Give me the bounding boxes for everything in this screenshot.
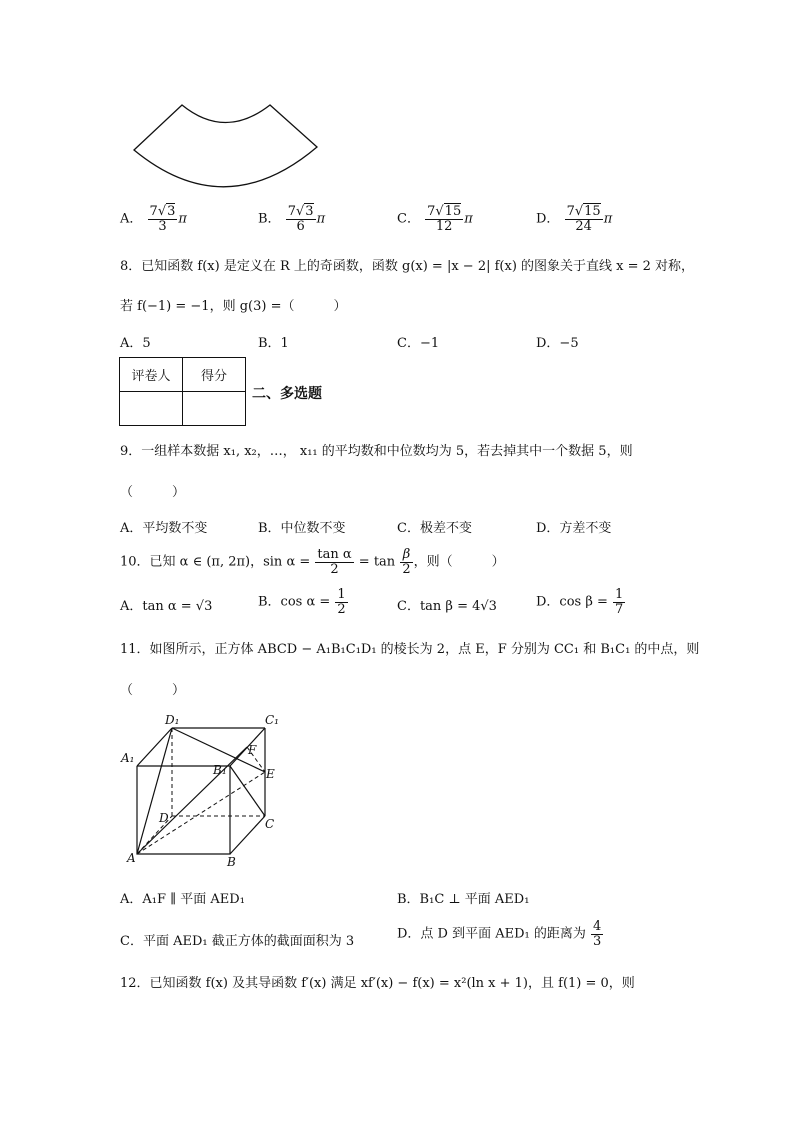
cube-figure	[115, 710, 295, 870]
q10-option-a[interactable]: A．tan α = √3	[120, 599, 213, 614]
q7-option-c[interactable]: C． $\frac{7√15}{12}$ π	[397, 204, 473, 234]
label-f: F	[248, 743, 257, 757]
q9-option-b[interactable]: B．中位数不变	[258, 521, 346, 536]
q8-option-b[interactable]: B．1	[258, 336, 289, 351]
q8-option-c[interactable]: C．−1	[397, 336, 440, 351]
q9-option-a[interactable]: A．平均数不变	[120, 521, 208, 536]
score-cell[interactable]	[183, 392, 246, 426]
q11-option-d[interactable]: D．点 D 到平面 AED₁ 的距离为 $\frac{4}{3}$	[397, 919, 602, 949]
q9-stem-line2: （ ）	[120, 485, 186, 500]
score-header: 得分	[183, 358, 246, 392]
q8-stem-line1: 8．已知函数 f(x) 是定义在 R 上的奇函数，函数 g(x) = |x − 2| f(x) 的图象关于直线 x = 2 对称，	[120, 259, 695, 274]
label-c: C	[265, 817, 275, 831]
q8-option-d[interactable]: D．−5	[536, 336, 579, 351]
q8-stem-line2: 若 f(−1) = −1，则 g(3) =（ ）	[120, 299, 347, 314]
label-a: A	[127, 851, 136, 865]
reviewer-header: 评卷人	[120, 358, 183, 392]
q8-option-a[interactable]: A．5	[120, 336, 151, 351]
section-heading-multiple-choice: 二、多选题	[252, 386, 322, 402]
q11-option-b[interactable]: B．B₁C ⊥ 平面 AED₁	[397, 892, 530, 907]
q11-stem-line2: （ ）	[120, 683, 186, 698]
score-table	[119, 357, 246, 426]
label-d: D	[159, 811, 169, 825]
label-d1: D₁	[165, 713, 180, 727]
label-b1: B₁	[213, 763, 227, 777]
q10-option-c[interactable]: C．tan β = 4√3	[397, 599, 497, 614]
q10-stem: 10．已知 α ∈ (π, 2π)，sin α = $\frac{\text{tan α}}{2}$ = tan $\frac{\beta}{2}$ ，则（ ）	[120, 547, 505, 577]
label-e: E	[266, 767, 275, 781]
label-c1: C₁	[265, 713, 279, 727]
q9-option-c[interactable]: C．极差不变	[397, 521, 472, 536]
q9-stem-line1: 9．一组样本数据 x₁, x₂，…， x₁₁ 的平均数和中位数均为 5，若去掉其中一个数据 5，则	[120, 444, 633, 459]
q11-option-a[interactable]: A．A₁F ∥ 平面 AED₁	[120, 892, 245, 907]
q11-stem-line1: 11．如图所示，正方体 ABCD − A₁B₁C₁D₁ 的棱长为 2，点 E，F 分别为 CC₁ 和 B₁C₁ 的中点，则	[120, 642, 700, 657]
q7-option-b[interactable]: B． $\frac{7√3}{6}$ π	[258, 204, 326, 234]
q7-option-d[interactable]: D． $\frac{7√15}{24}$ π	[536, 204, 613, 234]
q10-option-d[interactable]: D．cos β = $\frac{1}{7}$	[536, 587, 624, 617]
annular-sector-figure	[120, 95, 330, 190]
q12-stem-line1: 12．已知函数 f(x) 及其导函数 f′(x) 满足 xf′(x) − f(x) = x²(ln x + 1)，且 f(1) = 0，则	[120, 976, 635, 991]
q9-option-d[interactable]: D．方差不变	[536, 521, 612, 536]
reviewer-cell[interactable]	[120, 392, 183, 426]
q10-option-b[interactable]: B．cos α = $\frac{1}{2}$	[258, 587, 346, 617]
q7-option-a[interactable]: A． $\frac{7√3}{3}$ π	[120, 204, 187, 234]
label-b: B	[227, 855, 236, 869]
label-a1: A₁	[121, 751, 135, 765]
q11-option-c[interactable]: C．平面 AED₁ 截正方体的截面面积为 3	[120, 934, 355, 949]
